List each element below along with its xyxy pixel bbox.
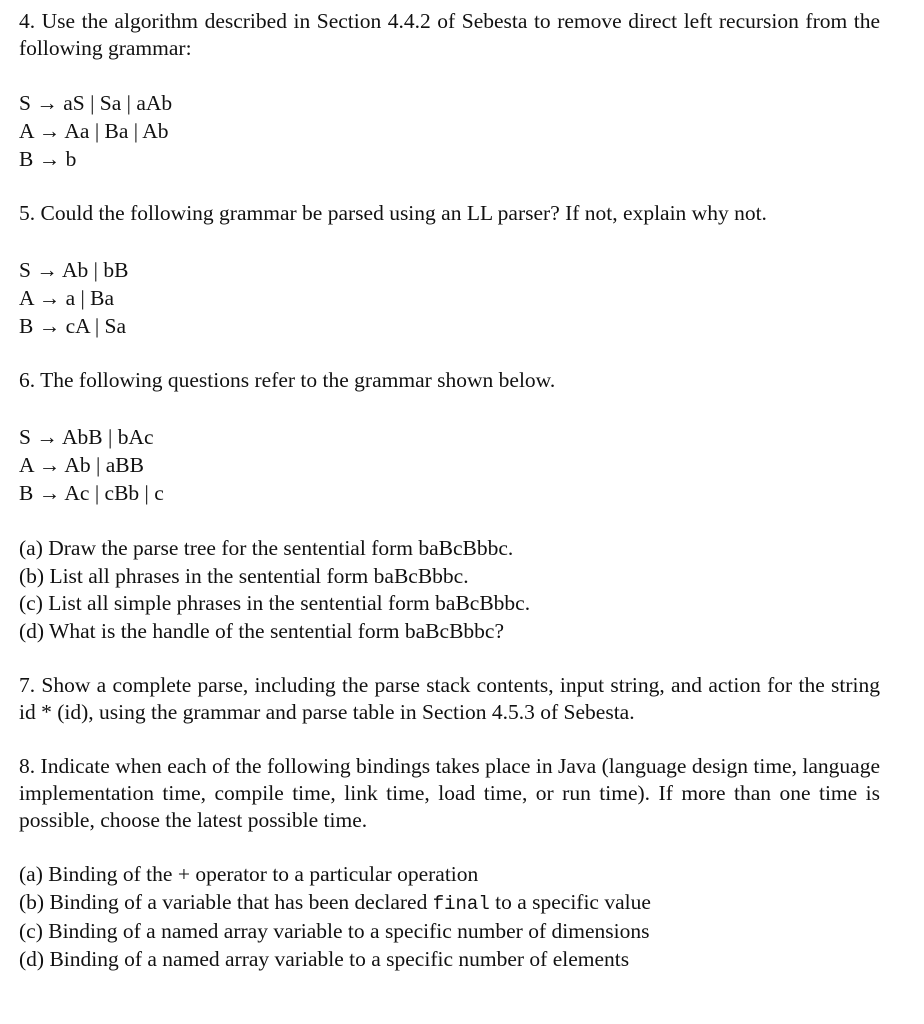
question-part: (c) List all simple phrases in the sentential form baBcBbbc. [19, 591, 531, 615]
question-part: (c) Binding of a named array variable to a specific number of dimensions [19, 919, 650, 943]
question-6-parts [19, 535, 880, 645]
grammar-rule: B → b [19, 147, 77, 171]
question-part: (b) List all phrases in the sentential form baBcBbbc. [19, 563, 469, 588]
grammar-rule: S → AbB | bAc [19, 425, 154, 449]
question-part: (d) What is the handle of the sentential form baBcBbbc? [19, 618, 504, 643]
question-7-text: 7. Show a complete parse, including the parse stack contents, input string, and action for the string id * (id), using the grammar and parse table in Section 4.5.3 of Sebesta. [19, 673, 880, 724]
part-text: to a specific value [495, 889, 651, 914]
grammar-rule: A → a | Ba [19, 286, 115, 310]
question-part: (a) Draw the parse tree for the sentential form baBcBbbc. [19, 536, 514, 560]
grammar-rule: B → cA | Sa [19, 314, 127, 338]
grammar-rule: S → Ab | bB [19, 258, 129, 282]
grammar-rule: S → aS | Sa | aAb [19, 91, 173, 115]
grammar-rule: A → Ab | aBB [19, 453, 144, 477]
question-5-grammar [19, 256, 880, 340]
question-4-text: 4. Use the algorithm described in Section 4.4.2 of Sebesta to remove direct left recursion from the following grammar: [19, 9, 880, 60]
question-6-grammar [19, 423, 880, 507]
code-keyword: final [432, 892, 490, 915]
part-text: (b) Binding of a variable that has been declared [19, 889, 428, 914]
question-8-text: 8. Indicate when each of the following bindings takes place in Java (language design time, language implementation time, compile time, link time, load time, or run time). If more than one time is possible, choose the latest possible time. [19, 754, 880, 832]
question-5-text: 5. Could the following grammar be parsed using an LL parser? If not, explain why not. [19, 201, 767, 225]
question-part: (a) Binding of the + operator to a particular operation [19, 862, 479, 886]
question-part [19, 889, 880, 919]
question-8-parts [19, 861, 880, 973]
question-6-text: 6. The following questions refer to the grammar shown below. [19, 368, 556, 392]
question-part: (d) Binding of a named array variable to a specific number of elements [19, 946, 630, 971]
question-4-grammar [19, 89, 880, 173]
grammar-rule: A → Aa | Ba | Ab [19, 119, 169, 143]
grammar-rule: B → Ac | cBb | c [19, 481, 164, 505]
